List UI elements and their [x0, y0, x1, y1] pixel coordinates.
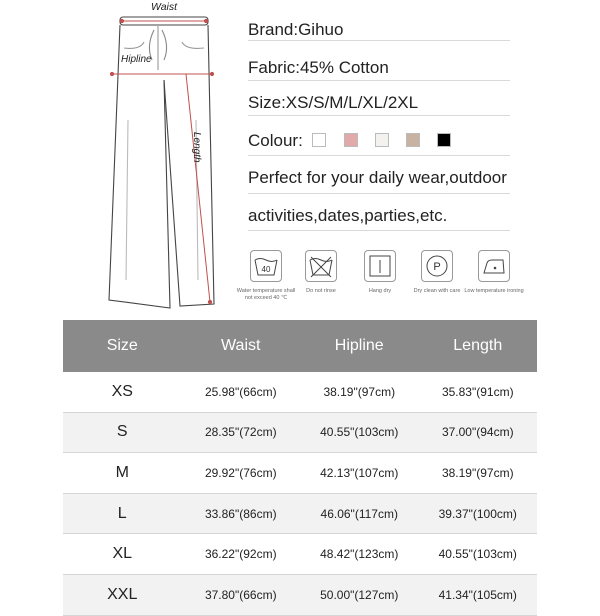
- colour-swatch[interactable]: [406, 133, 420, 147]
- cell-length: 41.34"(105cm): [419, 574, 538, 615]
- cell-size: S: [63, 412, 182, 453]
- svg-text:40: 40: [261, 265, 271, 274]
- cell-size: L: [63, 493, 182, 534]
- table-header-row: [63, 320, 537, 372]
- care-caption: Hang dry: [368, 288, 392, 294]
- cell-size: XS: [63, 372, 182, 412]
- divider: [248, 155, 510, 156]
- hang-dry-icon: [364, 250, 396, 282]
- dry-clean-icon: [421, 250, 453, 282]
- table-row: [63, 493, 537, 534]
- waist-label: Waist: [150, 1, 178, 13]
- fabric-text: Fabric:45% Cotton: [248, 58, 389, 77]
- cell-size: XL: [63, 534, 182, 575]
- cell-waist: 25.98"(66cm): [182, 372, 301, 412]
- cell-hipline: 48.42"(123cm): [300, 534, 419, 575]
- colour-swatch[interactable]: [375, 133, 389, 147]
- brand-text: Brand:Gihuo: [248, 20, 344, 39]
- care-caption: Water temperature shall not exceed 40 ℃: [236, 288, 296, 301]
- colour-label: Colour:: [248, 131, 303, 150]
- table-row: [63, 574, 537, 615]
- table-row: [63, 372, 537, 412]
- header-waist: Waist: [182, 320, 301, 372]
- cell-waist: 37.80"(66cm): [182, 574, 301, 615]
- cell-length: 38.19"(97cm): [419, 453, 538, 494]
- divider: [248, 40, 510, 41]
- sizes-text: Size:XS/S/M/L/XL/2XL: [248, 93, 419, 112]
- care-item: [350, 250, 410, 295]
- colour-swatch[interactable]: [437, 133, 451, 147]
- pants-diagram: [100, 0, 220, 316]
- care-item: [291, 250, 351, 295]
- table-row: [63, 453, 537, 494]
- care-item: [407, 250, 467, 295]
- divider: [248, 80, 510, 81]
- cell-hipline: 46.06"(117cm): [300, 493, 419, 534]
- cell-size: M: [63, 453, 182, 494]
- wash-40-icon: [250, 250, 282, 282]
- care-caption: Do not rinse: [306, 288, 336, 294]
- cell-waist: 36.22"(92cm): [182, 534, 301, 575]
- cell-waist: 29.92"(76cm): [182, 453, 301, 494]
- care-item: [464, 250, 524, 295]
- colour-swatch[interactable]: [312, 133, 326, 147]
- description-line-2: activities,dates,parties,etc.: [248, 206, 448, 225]
- cell-size: XXL: [63, 574, 182, 615]
- cell-hipline: 42.13"(107cm): [300, 453, 419, 494]
- table-row: [63, 534, 537, 575]
- care-item: [236, 250, 296, 302]
- cell-length: 39.37"(100cm): [419, 493, 538, 534]
- do-not-rinse-icon: [305, 250, 337, 282]
- description-line-1: Perfect for your daily wear,outdoor: [248, 168, 507, 187]
- colour-swatch[interactable]: [344, 133, 358, 147]
- size-chart-table: [63, 320, 537, 616]
- cell-length: 35.83"(91cm): [419, 372, 538, 412]
- care-caption: Dry clean with care: [413, 288, 461, 294]
- cell-waist: 33.86"(86cm): [182, 493, 301, 534]
- divider: [248, 230, 510, 231]
- header-hipline: Hipline: [300, 320, 419, 372]
- length-label: Length: [191, 132, 202, 163]
- cell-hipline: 40.55"(103cm): [300, 412, 419, 453]
- header-size: Size: [63, 320, 182, 372]
- care-caption: Low temperature ironing: [464, 288, 524, 294]
- cell-hipline: 38.19"(97cm): [300, 372, 419, 412]
- cell-length: 40.55"(103cm): [419, 534, 538, 575]
- cell-hipline: 50.00"(127cm): [300, 574, 419, 615]
- cell-length: 37.00"(94cm): [419, 412, 538, 453]
- table-row: [63, 412, 537, 453]
- svg-text:P: P: [433, 261, 441, 273]
- header-length: Length: [419, 320, 538, 372]
- divider: [248, 115, 510, 116]
- divider: [248, 193, 510, 194]
- hipline-label: Hipline: [121, 54, 152, 65]
- low-temp-iron-icon: [478, 250, 510, 282]
- cell-waist: 28.35"(72cm): [182, 412, 301, 453]
